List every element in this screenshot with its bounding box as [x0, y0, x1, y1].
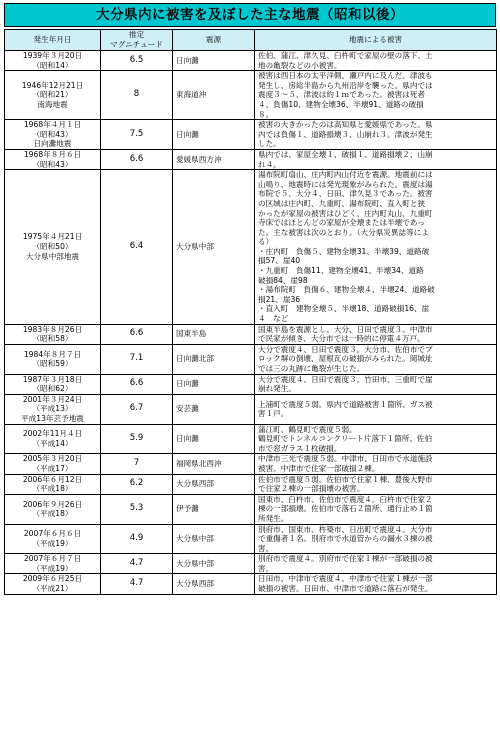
date-line: 大分県中部地震	[25, 251, 80, 261]
cell-damage	[255, 424, 497, 454]
cell-source: 日向灘	[173, 120, 255, 150]
date-line: 2006年９月26日	[22, 499, 83, 509]
damage-line: 大分で震度４、日田で震度３。竹田市、三重町で崖	[258, 374, 433, 384]
damage-line: 損57、崖40	[258, 256, 301, 266]
cell-magnitude: 4.7	[101, 574, 173, 594]
cell-magnitude: 6.4	[101, 170, 173, 325]
cell-damage	[255, 344, 497, 374]
date-line: 南海地震	[37, 99, 68, 109]
damage-line: ・直入町 建物全壊５、半壊18、道路破損16、崖	[258, 304, 430, 314]
cell-date	[5, 524, 101, 554]
header-source: 震源	[173, 30, 255, 51]
date-line: 1983年８月26日	[22, 324, 83, 334]
damage-line: た。主な被害は次のとおり。（大分県災異誌等によ	[258, 227, 429, 237]
damage-line: 湯布院町扇山、庄内町内山付近を震源。地震前には	[258, 170, 433, 180]
cell-magnitude: 4.9	[101, 524, 173, 554]
damage-line: 市で窓ガラス１枚破損。	[258, 443, 342, 453]
cell-magnitude: 6.7	[101, 394, 173, 424]
damage-line: かったが家屋の被害はひどく、庄内町丸山、九重町	[258, 208, 433, 218]
date-line: 2002年11月４日	[22, 429, 83, 439]
damage-line: 山鳴り、地震時には発光現象がみられた。震度は湯	[258, 179, 433, 189]
damage-line: 日田市、中津市で震度４。中津市で住家１棟が一部	[258, 574, 433, 584]
cell-magnitude: 6.2	[101, 474, 173, 494]
cell-magnitude: 7.1	[101, 344, 173, 374]
date-line: 1968年４月１日	[23, 120, 82, 130]
cell-date	[5, 71, 101, 120]
cell-source: 大分県中部	[173, 170, 255, 325]
cell-source: 大分県中部	[173, 524, 255, 554]
cell-source: 日向灘	[173, 374, 255, 394]
date-line: 2007年６月７日	[23, 554, 82, 564]
cell-damage	[255, 474, 497, 494]
table-row	[5, 524, 497, 554]
damage-line: 破損84、崖98	[258, 275, 308, 285]
damage-line: ・九重町 負傷11、建物全壊41、半壊34、道路	[258, 266, 424, 276]
damage-line: 被害は西日本の太平洋側、瀬戸内に及んだ。津波も	[258, 71, 433, 81]
damage-line: ４ など	[258, 314, 289, 324]
date-line: （昭和59）	[32, 359, 73, 369]
table-row	[5, 324, 497, 344]
cell-source: 国東半島	[173, 324, 255, 344]
date-line: 1946年12月21日	[21, 80, 84, 90]
damage-line: 寺床ではほとんどの家屋が全壊または半壊であっ	[258, 218, 425, 228]
earthquake-table	[4, 29, 497, 595]
cell-magnitude: 7	[101, 454, 173, 474]
damage-line: 別府市、国東市、杵築市、日出町で震度４。大分市	[258, 524, 433, 534]
cell-magnitude: 6.6	[101, 374, 173, 394]
table-body	[5, 51, 497, 595]
damage-line: 所発生。	[258, 513, 289, 523]
date-line: 1975年４月21日	[22, 232, 83, 242]
page-title: 大分県内に被害を及ぼした主な地震（昭和以後）	[4, 3, 496, 27]
date-line: 1939年３月20日	[22, 51, 83, 60]
date-line: （平成14）	[32, 438, 73, 448]
date-line: （昭和21）	[32, 90, 73, 100]
date-line: 2005年３月20日	[22, 454, 83, 464]
damage-line: 佐伯市で震度５弱。佐伯市で住家１棟、豊後大野市	[258, 474, 433, 484]
date-line: 日向灘地震	[33, 139, 72, 149]
cell-date	[5, 474, 101, 494]
cell-damage	[255, 170, 497, 325]
damage-line: 破損の被害。日田市、中津市で道路に落石が発生。	[258, 584, 433, 594]
damage-line: で重傷者１名。別府市で水道管からの漏水３棟の被	[258, 534, 433, 544]
damage-line: した。	[258, 139, 281, 149]
date-line: （昭和50）	[32, 242, 73, 252]
damage-line: 害１戸。	[258, 409, 289, 419]
date-line: （昭和43）	[32, 159, 73, 169]
damage-line: 県内では、家屋全壊１、破損１、道路損壊２、山崩	[258, 149, 433, 159]
cell-source: 大分県中部	[173, 554, 255, 574]
damage-line: 国東市、臼杵市、佐伯市で震度４。臼杵市で住家２	[258, 494, 433, 504]
damage-line: れ４。	[258, 159, 281, 169]
cell-source: 日向灘北部	[173, 344, 255, 374]
damage-line: 震度３～５、津波は約１ｍであった。被害は死者	[258, 90, 425, 100]
header-magnitude-line: マグニチュード	[110, 40, 163, 49]
cell-damage	[255, 324, 497, 344]
damage-line: ・湯布院町 負傷６、建物全壊４、半壊24、道路破	[258, 285, 435, 295]
cell-damage	[255, 524, 497, 554]
damage-line: 中津市三光で震度５弱。中津市、日田市で水道施設	[258, 454, 433, 464]
cell-date	[5, 394, 101, 424]
date-line: 1984年８月７日	[23, 349, 82, 359]
damage-line: 上浦町で震度５弱。県内で道路被害１箇所、ガス被	[258, 399, 433, 409]
damage-line: 地の亀裂などの小被害。	[258, 60, 342, 70]
damage-line: 佐伯、蒲江、津久見、臼杵町で家屋の壁の落下、土	[258, 51, 433, 60]
damage-line: 害。	[258, 563, 274, 573]
table-row	[5, 374, 497, 394]
table-row	[5, 170, 497, 325]
date-line: （平成13）	[32, 404, 73, 414]
damage-line: 崩れ発生。	[258, 384, 296, 394]
date-line: （平成18）	[32, 509, 73, 519]
cell-source: 日向灘	[173, 51, 255, 71]
date-line: （平成19）	[32, 538, 73, 548]
damage-line: で住家２棟の一部損壊の被害。	[258, 484, 365, 494]
table-row	[5, 51, 497, 71]
damage-line: ・庄内町 負傷５、建物全壊31、半壊39、道路破	[258, 246, 430, 256]
cell-source: 福岡県北西沖	[173, 454, 255, 474]
page	[4, 3, 496, 595]
date-line: 2009年６月25日	[22, 574, 83, 584]
damage-line: 国東半島を震源とし、大分、日田で震度３。中津市	[258, 324, 433, 334]
damage-line: 鶴見町でトンネルコンクリート片落下１箇所、佐伯	[258, 434, 433, 444]
cell-date	[5, 554, 101, 574]
cell-magnitude: 5.3	[101, 494, 173, 524]
cell-date	[5, 374, 101, 394]
cell-magnitude: 4.7	[101, 554, 173, 574]
damage-line: で民家が傾き、大分市では一時的に停電４万戸。	[258, 334, 425, 344]
cell-magnitude: 5.9	[101, 424, 173, 454]
cell-damage	[255, 71, 497, 120]
cell-source: 大分県西部	[173, 574, 255, 594]
date-line: （平成18）	[32, 484, 73, 494]
damage-line: 布院で５、大分４、日田、津久見３であった。被害	[258, 189, 433, 199]
header-magnitude	[101, 30, 173, 51]
cell-source: 愛媛県西方沖	[173, 149, 255, 169]
cell-damage	[255, 454, 497, 474]
damage-line: 棟の一部損壊。佐伯市で落石２箇所、通行止め１箇	[258, 504, 433, 514]
table-header-row	[5, 30, 497, 51]
damage-line: ロック塀の倒壊、屋根瓦の破損がみられた。岡城址	[258, 354, 433, 364]
damage-line: 被害。中津市で住家一部破損２棟。	[258, 463, 380, 473]
cell-magnitude: 6.6	[101, 324, 173, 344]
cell-date	[5, 324, 101, 344]
cell-damage	[255, 494, 497, 524]
damage-line: 発生し、房総半島から九州沿岸を襲った。県内では	[258, 80, 433, 90]
cell-date	[5, 120, 101, 150]
cell-damage	[255, 554, 497, 574]
table-row	[5, 554, 497, 574]
cell-magnitude: 7.5	[101, 120, 173, 150]
damage-line: 害。	[258, 543, 274, 553]
cell-source: 伊予灘	[173, 494, 255, 524]
date-line: （昭和43）	[32, 129, 73, 139]
date-line: 1987年３月18日	[22, 374, 83, 384]
cell-source: 東海道沖	[173, 71, 255, 120]
table-row	[5, 149, 497, 169]
table-row	[5, 494, 497, 524]
cell-source: 日向灘	[173, 424, 255, 454]
table-row	[5, 474, 497, 494]
table-row	[5, 454, 497, 474]
date-line: 2007年６月６日	[23, 529, 82, 539]
header-damage: 地震による被害	[255, 30, 497, 51]
date-line: （平成17）	[32, 463, 73, 473]
table-row	[5, 574, 497, 594]
date-line: （昭和62）	[32, 384, 73, 394]
table-row	[5, 71, 497, 120]
cell-magnitude: 8	[101, 71, 173, 120]
table-row	[5, 424, 497, 454]
damage-line: 内では負傷１、道路損壊３、山崩れ３。津波が発生	[258, 129, 433, 139]
damage-line: ４、負傷10、建物全壊36、半壊91、道路の破損	[258, 99, 424, 109]
damage-line: 大分で震度４、日田で震度３。大分市、佐伯市でブ	[258, 344, 433, 354]
cell-damage	[255, 374, 497, 394]
date-line: （昭和58）	[32, 334, 73, 344]
date-line: 2006年６月12日	[22, 474, 83, 484]
table-row	[5, 344, 497, 374]
table-row	[5, 394, 497, 424]
cell-date	[5, 494, 101, 524]
damage-line: の区域は庄内町、九重町、湯布院町、直入町と狭	[258, 198, 426, 208]
date-line: 平成13年芸予地震	[21, 413, 84, 423]
cell-source: 大分県西部	[173, 474, 255, 494]
cell-damage	[255, 574, 497, 594]
cell-damage	[255, 394, 497, 424]
cell-magnitude: 6.6	[101, 149, 173, 169]
damage-line: ８。	[258, 109, 274, 119]
cell-damage	[255, 120, 497, 150]
header-date: 発生年月日	[5, 30, 101, 51]
header-magnitude-line: 推定	[128, 30, 145, 40]
cell-date	[5, 170, 101, 325]
cell-date	[5, 344, 101, 374]
cell-date	[5, 149, 101, 169]
date-line: （平成21）	[32, 584, 73, 594]
table-row	[5, 120, 497, 150]
damage-line: 被害の大きかったのは高知県と愛媛県であった。県	[258, 120, 433, 130]
date-line: （平成19）	[32, 563, 73, 573]
cell-date	[5, 574, 101, 594]
damage-line: 損21、崖36	[258, 294, 301, 304]
damage-line: では三の丸跡に亀裂が生じた。	[258, 364, 365, 373]
cell-damage	[255, 51, 497, 71]
cell-date	[5, 454, 101, 474]
date-line: 1968年８月６日	[23, 149, 82, 159]
cell-source: 安芸灘	[173, 394, 255, 424]
cell-damage	[255, 149, 497, 169]
damage-line: る）	[258, 237, 274, 247]
damage-line: 別府市で震度４。別府市で住家１棟が一部破損の被	[258, 554, 433, 564]
cell-magnitude: 6.5	[101, 51, 173, 71]
date-line: （昭和14）	[32, 60, 73, 70]
date-line: 2001年３月24日	[22, 394, 83, 404]
cell-date	[5, 51, 101, 71]
damage-line: 蒲江町、鶴見町で震度５弱。	[258, 424, 357, 434]
cell-date	[5, 424, 101, 454]
